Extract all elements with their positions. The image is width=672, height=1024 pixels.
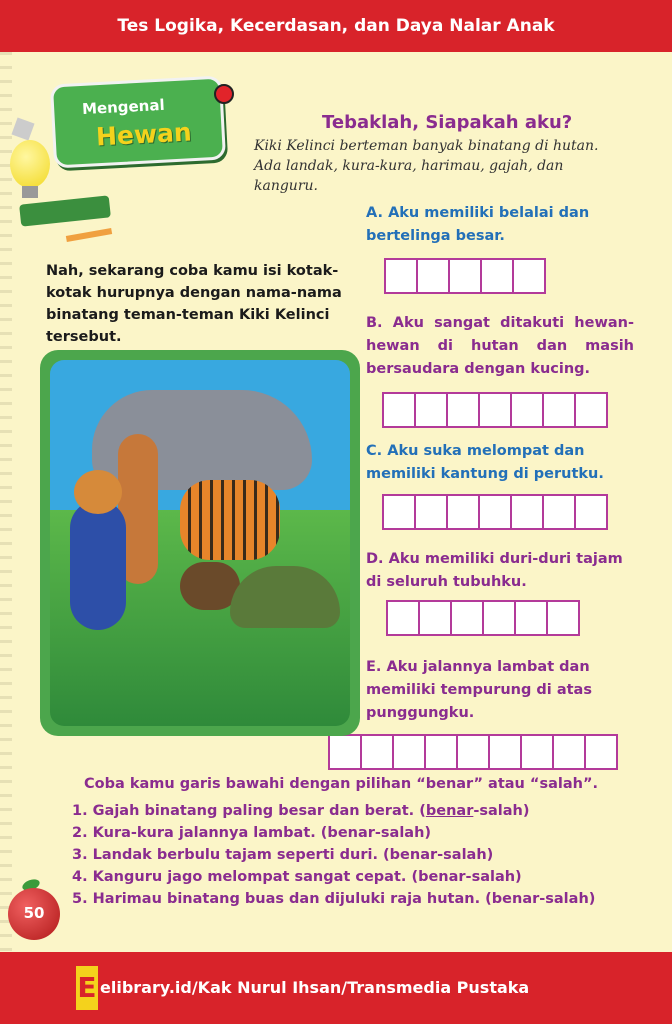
- statement-1: [72, 800, 530, 822]
- intro-text: Kiki Kelinci berteman banyak binatang di hutan. Ada landak, kura-kura, harimau, gajah, dan kanguru.: [254, 138, 599, 194]
- question-e: [366, 656, 632, 725]
- question-letter: C.: [366, 443, 383, 459]
- question-a: [366, 202, 636, 248]
- page-number: 50: [23, 904, 45, 922]
- letter-box[interactable]: [512, 258, 546, 294]
- letter-box[interactable]: [392, 734, 426, 770]
- letter-box[interactable]: [546, 600, 580, 636]
- question-text: Aku memiliki belalai dan bertelinga besar.: [366, 205, 590, 244]
- letter-box[interactable]: [480, 258, 514, 294]
- letter-box[interactable]: [552, 734, 586, 770]
- statement-2: 2. Kura-kura jalannya lambat. (benar-salah): [72, 825, 432, 841]
- question-text: Aku sangat ditakuti hewan-hewan di hutan dan masih bersaudara dengan kucing.: [366, 315, 634, 377]
- letter-box[interactable]: [446, 494, 480, 530]
- question-letter: E.: [366, 659, 382, 675]
- letter-box[interactable]: [418, 600, 452, 636]
- statement-4: 4. Kanguru jago melompat sangat cepat. (benar-salah): [72, 869, 522, 885]
- answer-boxes-a[interactable]: [384, 258, 544, 294]
- answer-boxes-c[interactable]: [382, 494, 606, 530]
- notebook-spiral: [0, 52, 12, 952]
- ladybug-icon: [214, 84, 234, 104]
- letter-box[interactable]: [360, 734, 394, 770]
- letter-box[interactable]: [478, 494, 512, 530]
- letter-box[interactable]: [382, 494, 416, 530]
- badge-small-text: Mengenal: [81, 95, 166, 119]
- statement-5: 5. Harimau binatang buas dan dijuluki raja hutan. (benar-salah): [72, 891, 596, 907]
- question-c: [366, 440, 632, 486]
- letter-box[interactable]: [510, 392, 544, 428]
- left-instruction: Nah, sekarang coba kamu isi kotak-kotak hurupnya dengan nama-nama binatang teman-teman Kiki Kelinci tersebut.: [46, 263, 342, 345]
- letter-box[interactable]: [386, 600, 420, 636]
- letter-box[interactable]: [514, 600, 548, 636]
- statement-3: 3. Landak berbulu tajam seperti duri. (benar-salah): [72, 847, 494, 863]
- letter-box[interactable]: [424, 734, 458, 770]
- question-text: Aku suka melompat dan memiliki kantung di perutku.: [366, 443, 604, 482]
- letter-box[interactable]: [478, 392, 512, 428]
- statement-text: 1. Gajah binatang paling besar dan berat. (: [72, 803, 426, 819]
- letter-box[interactable]: [574, 392, 608, 428]
- badge-big-text: Hewan: [95, 117, 193, 152]
- letter-box[interactable]: [446, 392, 480, 428]
- statement-end: -salah): [473, 803, 530, 819]
- answer-boxes-d[interactable]: [386, 600, 578, 636]
- footer-credit: elibrary.id/Kak Nurul Ihsan/Transmedia Pustaka: [100, 978, 530, 997]
- letter-box[interactable]: [416, 258, 450, 294]
- answer-boxes-b[interactable]: [382, 392, 606, 428]
- lightbulb-icon: [10, 140, 50, 188]
- page-title: Tebaklah, Siapakah aku?: [322, 112, 573, 133]
- question-b: [366, 312, 634, 381]
- letter-box[interactable]: [482, 600, 516, 636]
- question-text: Aku memiliki duri-duri tajam di seluruh tubuhku.: [366, 551, 623, 590]
- answer-choice-benar[interactable]: benar: [425, 803, 474, 819]
- letter-box[interactable]: [382, 392, 416, 428]
- underline-instruction: Coba kamu garis bawahi dengan pilihan “benar” atau “salah”.: [84, 776, 598, 792]
- letter-box[interactable]: [584, 734, 618, 770]
- letter-box[interactable]: [520, 734, 554, 770]
- rabbit-illustration: [70, 500, 126, 630]
- letter-box[interactable]: [384, 258, 418, 294]
- letter-box[interactable]: [328, 734, 362, 770]
- lightbulb-base: [22, 186, 38, 198]
- letter-box[interactable]: [542, 392, 576, 428]
- question-letter: A.: [366, 205, 383, 221]
- rabbit-head: [74, 470, 122, 514]
- letter-box[interactable]: [542, 494, 576, 530]
- letter-box[interactable]: [574, 494, 608, 530]
- letter-box[interactable]: [488, 734, 522, 770]
- question-letter: D.: [366, 551, 384, 567]
- answer-boxes-e[interactable]: [328, 734, 616, 770]
- tiger-illustration: [180, 480, 280, 560]
- animals-illustration: [40, 350, 360, 736]
- letter-box[interactable]: [456, 734, 490, 770]
- letter-box[interactable]: [414, 494, 448, 530]
- question-text: Aku jalannya lambat dan memiliki tempurung di atas punggungku.: [366, 659, 592, 721]
- header-title: Tes Logika, Kecerdasan, dan Daya Nalar Anak: [0, 0, 672, 52]
- letter-box[interactable]: [510, 494, 544, 530]
- question-d: [366, 548, 632, 594]
- letter-box[interactable]: [414, 392, 448, 428]
- elibrary-logo: E: [76, 966, 98, 1010]
- letter-box[interactable]: [448, 258, 482, 294]
- question-letter: B.: [366, 315, 383, 331]
- letter-box[interactable]: [450, 600, 484, 636]
